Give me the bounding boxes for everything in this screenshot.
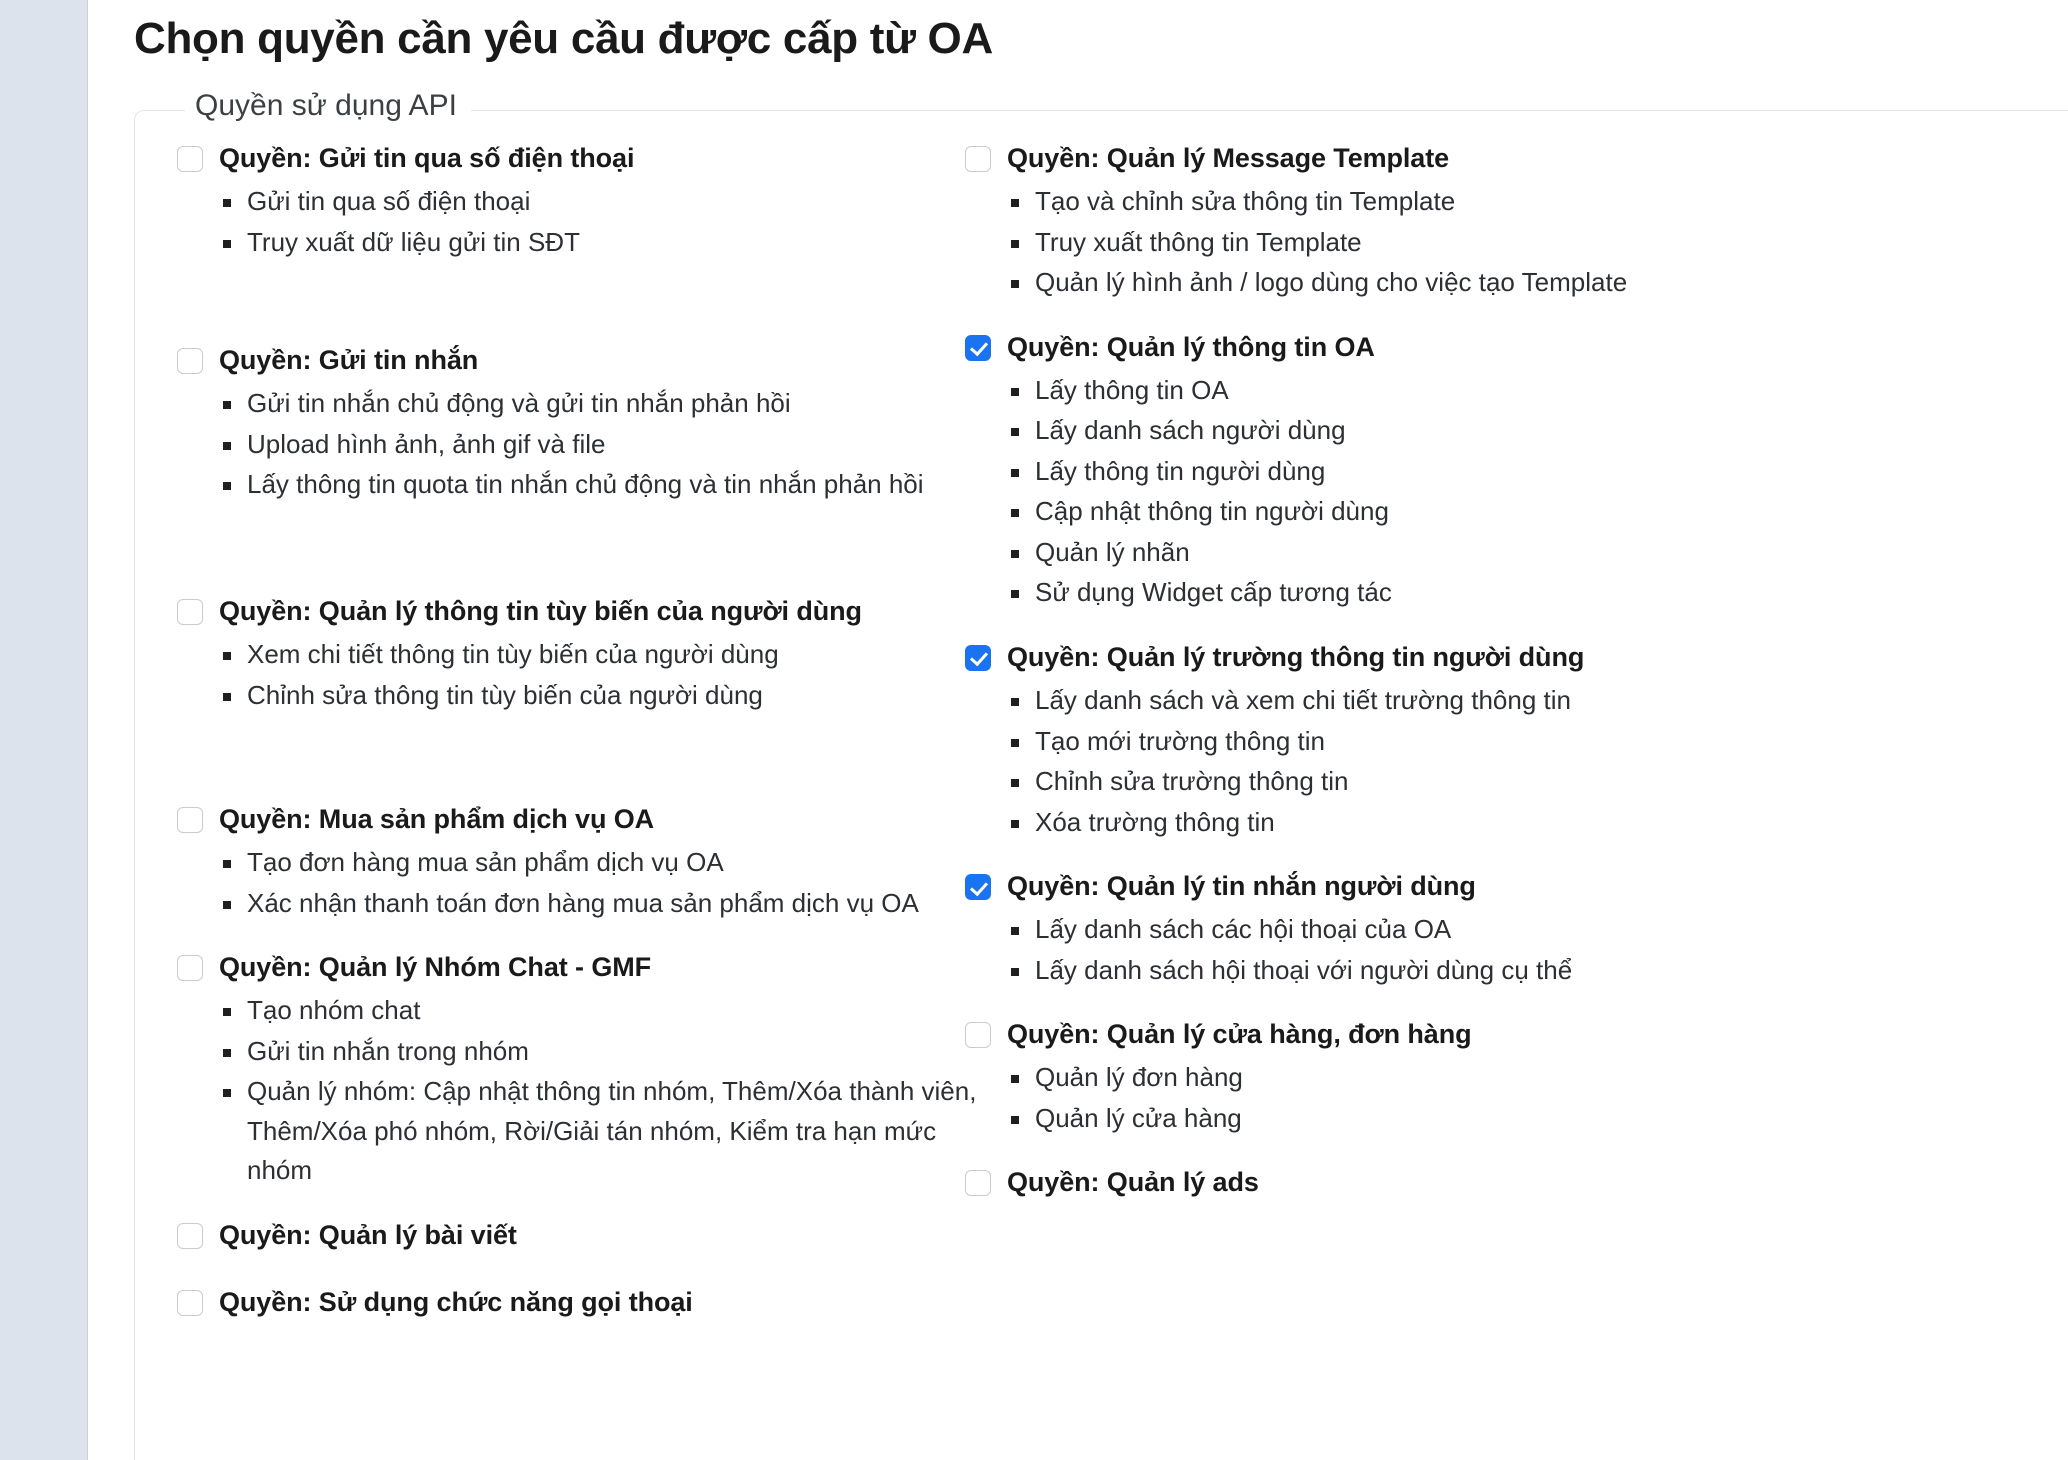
permission-detail-item: Lấy thông tin người dùng <box>1009 452 1865 492</box>
permission-group <box>965 1163 1865 1202</box>
permission-detail-item: Cập nhật thông tin người dùng <box>1009 492 1865 532</box>
checkbox-checked-icon[interactable] <box>965 645 991 671</box>
checkbox-unchecked-icon[interactable] <box>177 348 203 374</box>
permission-header[interactable] <box>177 341 1007 380</box>
permission-detail-list <box>1009 681 1865 842</box>
checkbox-unchecked-icon[interactable] <box>177 1223 203 1249</box>
permission-title: Quyền: Quản lý thông tin tùy biến của người dùng <box>219 595 862 626</box>
permission-title: Quyền: Gửi tin qua số điện thoại <box>219 143 635 173</box>
group-spacer <box>177 1192 1007 1216</box>
group-spacer <box>177 924 1007 948</box>
checkbox-unchecked-icon[interactable] <box>177 807 203 833</box>
permission-group <box>177 948 1007 1191</box>
permission-detail-item: Lấy danh sách và xem chi tiết trường thông tin <box>1009 681 1865 721</box>
page-title: Chọn quyền cần yêu cầu được cấp từ OA <box>134 14 993 63</box>
group-spacer <box>177 263 1007 341</box>
permission-title: Quyền: Quản lý Message Template <box>1007 143 1450 173</box>
permission-header[interactable] <box>965 867 1865 906</box>
permission-detail-item: Quản lý nhóm: Cập nhật thông tin nhóm, Thêm/Xóa thành viên, Thêm/Xóa phó nhóm, Rời/Giải tán nhóm, Kiểm tra hạn mức nhóm <box>221 1072 1007 1191</box>
permission-detail-item: Xem chi tiết thông tin tùy biến của người dùng <box>221 635 1007 675</box>
permission-group <box>177 341 1007 505</box>
permission-detail-list <box>221 182 1007 262</box>
checkbox-unchecked-icon[interactable] <box>177 955 203 981</box>
permission-title: Quyền: Quản lý thông tin OA <box>1007 331 1375 362</box>
permission-detail-item: Lấy danh sách hội thoại với người dùng cụ thể <box>1009 951 1865 991</box>
permission-group <box>965 638 1865 842</box>
permission-title: Quyền: Gửi tin nhắn <box>219 345 479 376</box>
permission-detail-item: Quản lý nhãn <box>1009 533 1865 573</box>
fieldset-legend: Quyền sử dụng API <box>185 89 471 123</box>
permission-detail-item: Chỉnh sửa trường thông tin <box>1009 762 1865 802</box>
permission-title: Quyền: Quản lý tin nhắn người dùng <box>1007 871 1476 902</box>
permission-header[interactable] <box>965 139 1865 178</box>
permission-detail-item: Xác nhận thanh toán đơn hàng mua sản phẩm dịch vụ OA <box>221 884 1007 924</box>
permission-detail-item: Truy xuất thông tin Template <box>1009 223 1865 263</box>
permission-detail-list <box>221 991 1007 1191</box>
permission-detail-item: Sử dụng Widget cấp tương tác <box>1009 573 1865 613</box>
checkbox-unchecked-icon[interactable] <box>177 146 203 172</box>
permission-group <box>177 800 1007 923</box>
permission-detail-item: Tạo đơn hàng mua sản phẩm dịch vụ OA <box>221 843 1007 883</box>
group-spacer <box>965 843 1865 867</box>
permission-detail-item: Quản lý hình ảnh / logo dùng cho việc tạo Template <box>1009 263 1865 303</box>
permission-detail-item: Xóa trường thông tin <box>1009 803 1865 843</box>
permission-page <box>89 0 2068 1460</box>
permission-title: Quyền: Quản lý cửa hàng, đơn hàng <box>1007 1019 1472 1050</box>
permission-group <box>965 139 1865 303</box>
permission-header[interactable] <box>965 1015 1865 1054</box>
checkbox-unchecked-icon[interactable] <box>965 146 991 172</box>
group-spacer <box>965 614 1865 638</box>
permission-group <box>965 1015 1865 1138</box>
permission-detail-item: Gửi tin qua số điện thoại <box>221 182 1007 222</box>
permission-title: Quyền: Quản lý trường thông tin người dùng <box>1007 641 1585 672</box>
permission-header[interactable] <box>177 948 1007 987</box>
permission-group <box>177 1283 1007 1322</box>
permission-group <box>965 328 1865 613</box>
permission-header[interactable] <box>965 1163 1865 1202</box>
permission-group <box>177 1216 1007 1255</box>
group-spacer <box>177 716 1007 800</box>
permission-header[interactable] <box>177 1216 1007 1255</box>
checkbox-unchecked-icon[interactable] <box>965 1170 991 1196</box>
permission-title: Quyền: Quản lý ads <box>1007 1167 1259 1198</box>
permission-detail-list <box>1009 910 1865 990</box>
permission-header[interactable] <box>177 800 1007 839</box>
permission-detail-item: Quản lý cửa hàng <box>1009 1099 1865 1139</box>
permission-detail-list <box>1009 371 1865 613</box>
checkbox-checked-icon[interactable] <box>965 335 991 361</box>
group-spacer <box>965 991 1865 1015</box>
group-spacer <box>177 506 1007 592</box>
checkbox-checked-icon[interactable] <box>965 874 991 900</box>
permission-detail-list <box>221 843 1007 923</box>
permission-columns <box>135 111 2068 1460</box>
permission-header[interactable] <box>965 328 1865 367</box>
left-sidebar-strip <box>0 0 88 1460</box>
permission-detail-item: Quản lý đơn hàng <box>1009 1058 1865 1098</box>
permission-detail-list <box>1009 1058 1865 1138</box>
permission-title: Quyền: Mua sản phẩm dịch vụ OA <box>219 804 655 835</box>
checkbox-unchecked-icon[interactable] <box>965 1022 991 1048</box>
group-spacer <box>965 1139 1865 1163</box>
permission-header[interactable] <box>177 592 1007 631</box>
permission-header[interactable] <box>965 638 1865 677</box>
permission-detail-item: Tạo và chỉnh sửa thông tin Template <box>1009 182 1865 222</box>
api-permission-fieldset <box>134 89 2068 1460</box>
permission-column-right <box>965 139 1865 1207</box>
permission-detail-item: Lấy danh sách người dùng <box>1009 411 1865 451</box>
permission-header[interactable] <box>177 1283 1007 1322</box>
permission-header[interactable] <box>177 139 1007 178</box>
permission-column-left <box>177 139 1007 1326</box>
permission-detail-item: Lấy thông tin OA <box>1009 371 1865 411</box>
permission-detail-item: Tạo mới trường thông tin <box>1009 722 1865 762</box>
permission-detail-item: Tạo nhóm chat <box>221 991 1007 1031</box>
group-spacer <box>177 1259 1007 1283</box>
checkbox-unchecked-icon[interactable] <box>177 599 203 625</box>
permission-detail-item: Truy xuất dữ liệu gửi tin SĐT <box>221 223 1007 263</box>
permission-detail-item: Upload hình ảnh, ảnh gif và file <box>221 425 1007 465</box>
permission-detail-list <box>1009 182 1865 303</box>
permission-detail-item: Lấy danh sách các hội thoại của OA <box>1009 910 1865 950</box>
permission-group <box>177 139 1007 262</box>
group-spacer <box>965 304 1865 328</box>
permission-group <box>965 867 1865 990</box>
permission-title: Quyền: Quản lý bài viết <box>219 1219 517 1250</box>
permission-group <box>177 592 1007 715</box>
permission-detail-list <box>221 635 1007 715</box>
permission-detail-item: Chỉnh sửa thông tin tùy biến của người dùng <box>221 676 1007 716</box>
permission-detail-item: Gửi tin nhắn chủ động và gửi tin nhắn phản hồi <box>221 384 1007 424</box>
permission-detail-item: Lấy thông tin quota tin nhắn chủ động và tin nhắn phản hồi <box>221 465 1007 505</box>
permission-title: Quyền: Quản lý Nhóm Chat - GMF <box>219 952 652 983</box>
checkbox-unchecked-icon[interactable] <box>177 1290 203 1316</box>
permission-detail-list <box>221 384 1007 505</box>
permission-title: Quyền: Sử dụng chức năng gọi thoại <box>219 1287 693 1318</box>
permission-detail-item: Gửi tin nhắn trong nhóm <box>221 1032 1007 1072</box>
